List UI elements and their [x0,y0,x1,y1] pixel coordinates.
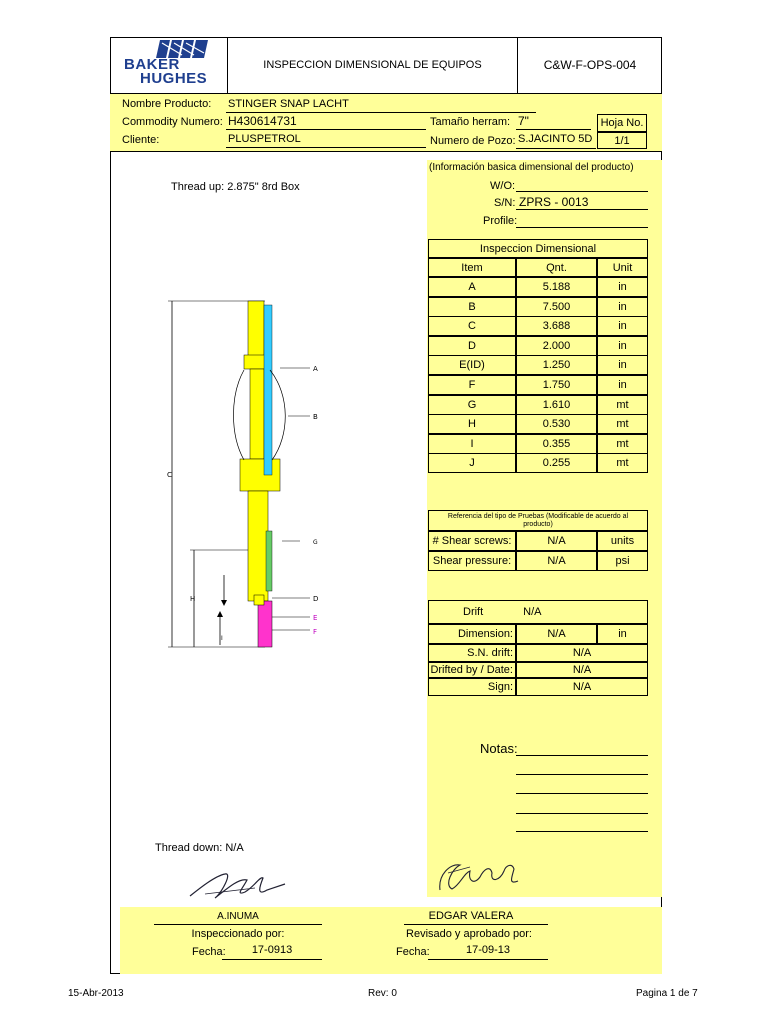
logo [110,37,228,94]
dimensional-cell: mt [597,453,648,473]
dimensional-cell: C [428,316,516,336]
dimensional-cell: 0.255 [516,453,597,473]
dimensional-cell: H [428,414,516,434]
shear-screws-unit: units [597,531,648,551]
dimensional-cell: in [597,316,648,336]
notas-line-4 [516,799,648,814]
pruebas-title: Referencia del tipo de Pruebas (Modificable de acuerdo al producto) [428,510,648,531]
dimensional-cell: 7.500 [516,297,597,317]
thread-up-text: Thread up: 2.875" 8rd Box [171,181,300,193]
sign-value: N/A [516,678,648,696]
logo-line2: HUGHES [140,70,208,87]
dimension-label: Dimension: [428,624,516,644]
dim-label-e: E [313,614,318,622]
dimensional-cell: mt [597,395,648,415]
shear-screws-label: # Shear screws: [428,531,516,551]
dimensional-header-cell: Item [428,258,516,277]
dimensional-cell: 1.750 [516,375,597,395]
pozo-value: S.JACINTO 5D [516,133,596,149]
inspector-fecha: 17-0913 [222,944,322,960]
reviewer-fecha-label: Fecha: [396,946,430,958]
cliente-value: PLUSPETROL [226,133,426,148]
drifted-value: N/A [516,662,648,678]
nombre-value: STINGER SNAP LACHT [226,98,536,113]
dimensional-cell: B [428,297,516,317]
wo-value [516,178,648,192]
dimensional-cell: 0.355 [516,434,597,454]
profile-value [516,213,648,228]
footer-date: 15-Abr-2013 [68,988,124,999]
dimensional-cell: 1.250 [516,355,597,375]
notas-line-1 [516,741,648,756]
dimensional-cell: 2.000 [516,336,597,356]
inspector-name: A.INUMA [217,911,259,922]
form-code: C&W-F-OPS-004 [518,37,662,94]
shear-pressure-label: Shear pressure: [428,551,516,571]
dim-label-b: B [313,413,318,421]
dimensional-cell: in [597,297,648,317]
drift-row [428,600,648,624]
basic-title: (Información basica dimensional del producto) [429,162,634,173]
notas-line-3 [516,779,648,794]
tool-drawing [160,295,330,655]
commodity-value: H430614731 [226,114,426,130]
dim-label-i: I [221,635,223,642]
dimension-unit: in [597,624,648,644]
product-info-bar [110,94,662,152]
profile-label: Profile: [483,215,518,227]
dim-label-d: D [313,595,319,603]
drift-label: Drift [463,606,484,618]
sn-label: S/N: [494,197,516,209]
dimensional-cell: D [428,336,516,356]
hoja-value: 1/1 [597,132,647,149]
dimensional-cell: G [428,395,516,415]
shear-pressure-unit: psi [597,551,648,571]
dimension-value: N/A [516,624,597,644]
footer-page: Pagina 1 de 7 [636,988,698,999]
logo-line1: BAKER [124,56,180,73]
reviewer-name: EDGAR VALERA [428,910,514,922]
reviewer-role: Revisado y aprobado por: [406,928,532,940]
nombre-label: Nombre Producto: [122,98,212,110]
inspector-fecha-label: Fecha: [192,946,226,958]
sn-drift-value: N/A [516,644,648,662]
sn-drift-label: S.N. drift: [428,644,516,662]
dim-label-g: G [313,539,318,546]
shear-screws-value: N/A [516,531,597,551]
dimensional-cell: in [597,277,648,297]
drifted-label: Drifted by / Date: [428,662,516,678]
reviewer-signature-icon [430,855,530,900]
dimensional-header-cell: Unit [597,258,648,277]
cliente-label: Cliente: [122,134,160,146]
drift-value: N/A [523,606,542,618]
dimensional-cell: mt [597,434,648,454]
dimensional-cell: mt [597,414,648,434]
dimensional-cell: 1.610 [516,395,597,415]
form-title: INSPECCION DIMENSIONAL DE EQUIPOS [228,37,518,94]
inspector-signature-icon [185,866,295,906]
dim-label-f: F [313,628,318,636]
dimensional-cell: I [428,434,516,454]
sn-value: ZPRS - 0013 [516,195,648,210]
dim-label-a: A [313,365,318,373]
shear-pressure-value: N/A [516,551,597,571]
dimensional-cell: 0.530 [516,414,597,434]
dimensional-cell: in [597,336,648,356]
pozo-label: Numero de Pozo: [430,135,516,147]
dimensional-cell: 3.688 [516,316,597,336]
notas-line-2 [516,760,648,775]
notas-label: Notas: [480,741,518,756]
dimensional-cell: in [597,375,648,395]
dimensional-cell: 5.188 [516,277,597,297]
notas-line-5 [516,817,648,832]
dimensional-cell: F [428,375,516,395]
thread-down-text: Thread down: N/A [155,842,244,854]
sign-label: Sign: [428,678,516,696]
reviewer-fecha: 17-09-13 [428,944,548,960]
dimensional-cell: in [597,355,648,375]
dim-label-h: H [190,595,196,603]
dimensional-header-cell: Qnt. [516,258,597,277]
dimensional-cell: A [428,277,516,297]
dim-label-c: C [167,471,172,479]
footer-rev: Rev: 0 [368,988,397,999]
hoja-label: Hoja No. [597,114,647,132]
wo-label: W/O: [490,180,516,192]
dimensional-title: Inspeccion Dimensional [428,239,648,258]
dimensional-cell: E(ID) [428,355,516,375]
tamano-label: Tamaño herram: [430,116,511,128]
commodity-label: Commodity Numero: [122,116,223,128]
tamano-value: 7" [516,114,591,130]
inspector-role: Inspeccionado por: [191,928,285,940]
dimensional-cell: J [428,453,516,473]
